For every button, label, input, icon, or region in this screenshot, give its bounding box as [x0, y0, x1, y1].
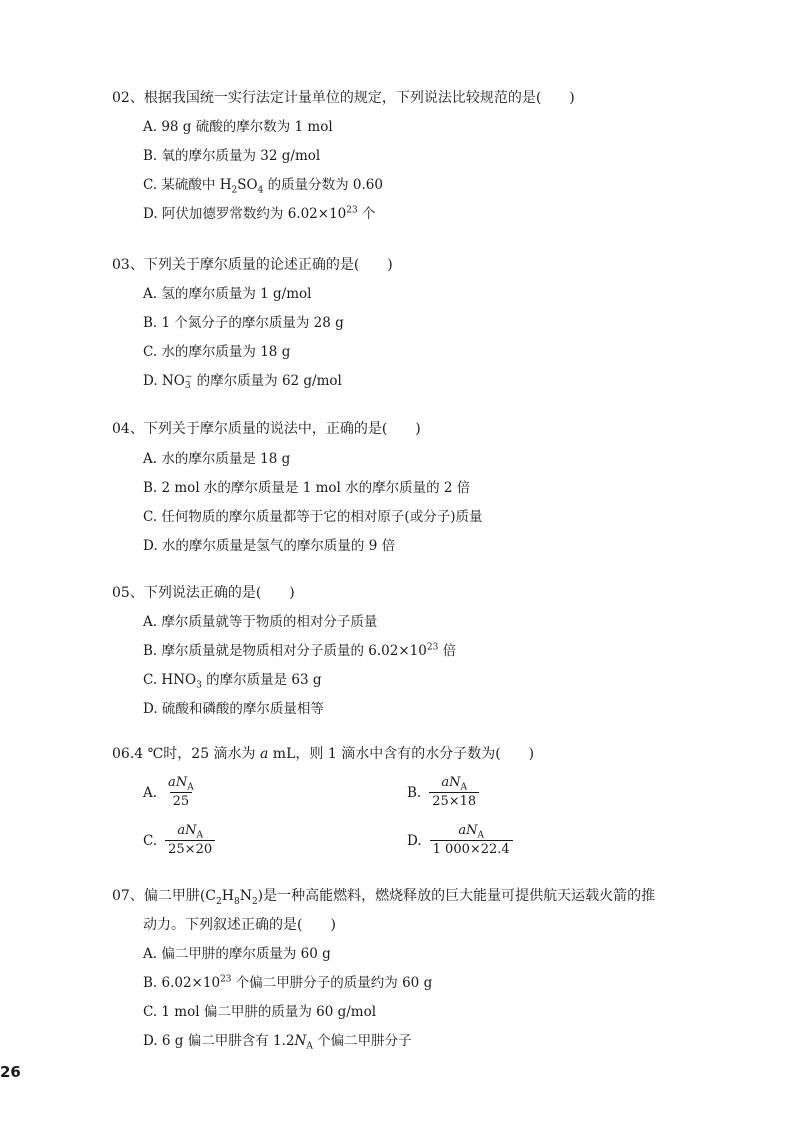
fraction [165, 775, 197, 810]
question-04-option-a: A. 水的摩尔质量是 18 g [143, 451, 291, 467]
fraction-numerator: $aN_A$ [168, 775, 194, 793]
fraction-numerator: $aN_A$ [458, 823, 484, 841]
question-04-stem: 04、下列关于摩尔质量的说法中，正确的是( ) [112, 421, 421, 437]
question-04-option-c: C. 任何物质的摩尔质量都等于它的相对原子(或分子)质量 [143, 509, 483, 525]
fraction-numerator: $aN_A$ [177, 823, 203, 841]
question-05-option-a: A. 摩尔质量就等于物质的相对分子质量 [143, 614, 378, 630]
question-07-option-b: B. $6.02\times 10^{23}$ 个偏二甲肼分子的质量约为 60 g [143, 974, 433, 991]
question-03-stem: 03、下列关于摩尔质量的论述正确的是( ) [112, 257, 393, 273]
question-06-stem: 06.4 ℃时，25 滴水为 a mL，则 1 滴水中含有的水分子数为( ) [112, 746, 535, 762]
question-07-stem-line-1: 07、偏二甲肼$(C_2H_8N_2)$是一种高能燃料，燃烧释放的巨大能量可提供航天运载火箭的推 [112, 888, 656, 907]
question-05-option-b: B. 摩尔质量就是物质相对分子质量的 $6.02\times 10^{23}$ 倍 [143, 642, 457, 659]
question-07-option-a: A. 偏二甲肼的摩尔质量为 60 g [143, 946, 331, 962]
fraction-denominator: 25 [170, 792, 193, 810]
question-07-stem-line-2: 动力。下列叙述正确的是( ) [143, 917, 336, 933]
fraction-denominator: 25×18 [429, 792, 479, 810]
question-03-option-c: C. 水的摩尔质量为 18 g [143, 344, 291, 360]
option-label: A. [143, 784, 158, 801]
fraction [429, 775, 479, 810]
question-05-option-d: D. 硫酸和磷酸的摩尔质量相等 [143, 701, 324, 717]
question-04-option-d: D. 水的摩尔质量是氢气的摩尔质量的 9 倍 [143, 538, 396, 554]
question-07-option-c: C. 1 mol 偏二甲肼的质量为 60 g/mol [143, 1004, 377, 1020]
page-number: 26 [0, 1063, 21, 1081]
question-03-option-b: B. 1 个氮分子的摩尔质量为 28 g [143, 315, 344, 331]
question-02-option-a: A. 98 g 硫酸的摩尔数为 1 mol [143, 119, 333, 135]
question-04-option-b: B. 2 mol 水的摩尔质量是 1 mol 水的摩尔质量的 2 倍 [143, 480, 471, 496]
question-02-option-d: D. 阿伏加德罗常数约为 $6.02\times 10^{23}$ 个 [143, 205, 376, 222]
question-06-option-c [143, 823, 215, 858]
option-label: B. [407, 784, 422, 801]
question-05-option-c: C. $HNO_3$ 的摩尔质量是 63 g [143, 672, 322, 691]
question-02-option-b: B. 氧的摩尔质量为 32 g/mol [143, 148, 321, 164]
question-02-option-c: C. 某硫酸中 $H_2SO_4$ 的质量分数为 0.60 [143, 177, 383, 196]
fraction-denominator: 1 000×22.4 [430, 840, 513, 858]
fraction-numerator: $aN_A$ [441, 775, 468, 793]
question-07-option-d: D. 6 g 偏二甲肼含有 $1.2N_A$ 个偏二甲肼分子 [143, 1033, 412, 1052]
fraction [430, 823, 513, 858]
option-label: D. [407, 832, 422, 849]
fraction-denominator: 25×20 [165, 840, 215, 858]
question-06-option-d [407, 823, 513, 858]
question-03-option-d: D. NO − 3 的摩尔质量为 62 g/mol [143, 371, 342, 391]
question-03-option-a: A. 氢的摩尔质量为 1 g/mol [143, 286, 312, 302]
fraction [165, 823, 215, 858]
question-06-option-b [407, 775, 479, 810]
option-label: C. [143, 832, 158, 849]
question-05-stem: 05、下列说法正确的是( ) [112, 585, 295, 601]
question-02-stem: 02、根据我国统一实行法定计量单位的规定，下列说法比较规范的是( ) [112, 90, 575, 106]
question-06-option-a [143, 775, 197, 810]
